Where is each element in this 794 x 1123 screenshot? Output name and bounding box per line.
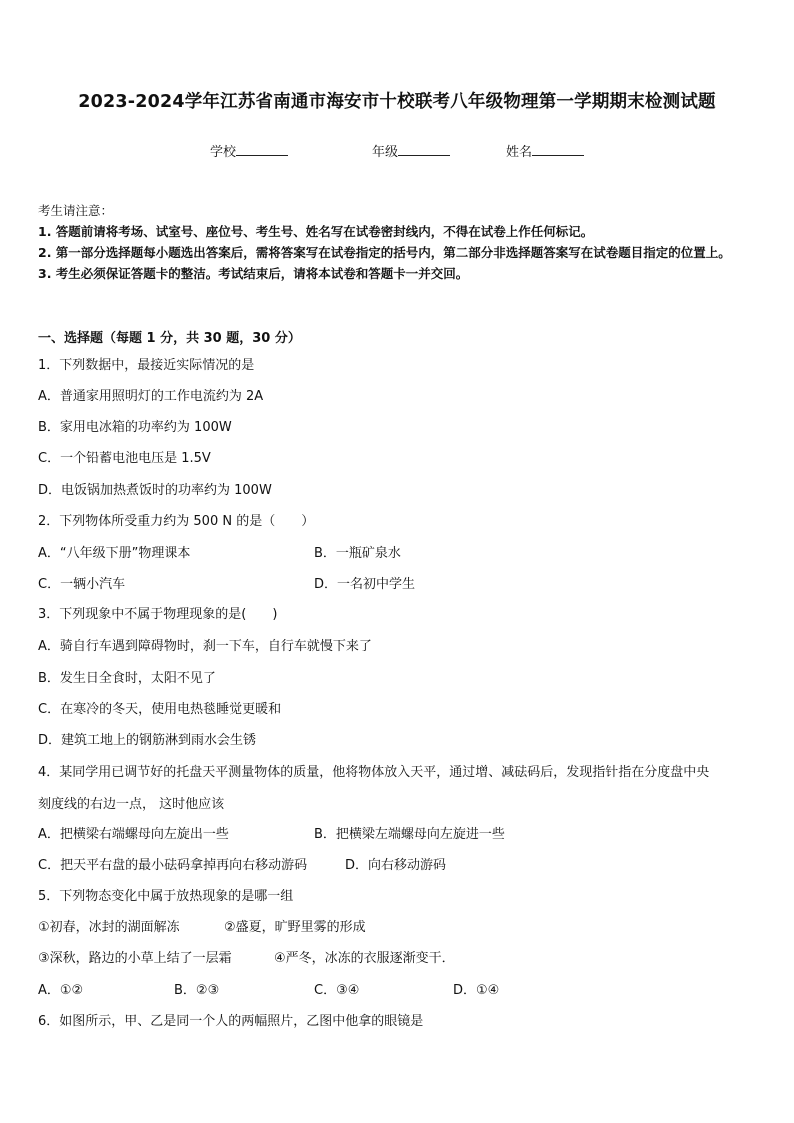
q5-option-c[interactable]: C．③④ bbox=[314, 983, 360, 998]
section-heading: 一、选择题（每题 1 分，共 30 题，30 分） bbox=[38, 331, 301, 346]
q3-stem: 3．下列现象中不属于物理现象的是( ) bbox=[38, 607, 278, 622]
q4-option-d[interactable]: D．向右移动游码 bbox=[345, 858, 447, 873]
q4-option-a[interactable]: A．把横梁右端螺母向左旋出一些 bbox=[38, 827, 229, 842]
q5-statement-1: ①初春，冰封的湖面解冻 bbox=[38, 920, 180, 935]
school-label: 学校 bbox=[210, 145, 237, 160]
q3-option-d[interactable]: D．建筑工地上的钢筋淋到雨水会生锈 bbox=[38, 733, 257, 748]
q2-stem: 2．下列物体所受重力约为 500 N 的是（ ） bbox=[38, 514, 315, 529]
q1-option-c[interactable]: C．一个铅蓄电池电压是 1.5V bbox=[38, 451, 211, 466]
q2-option-b[interactable]: B．一瓶矿泉水 bbox=[314, 546, 401, 561]
exam-title: 2023-2024学年江苏省南通市海安市十校联考八年级物理第一学期期末检测试题 bbox=[78, 92, 716, 112]
exam-notes bbox=[38, 200, 760, 284]
school-field[interactable] bbox=[210, 141, 288, 160]
q5-stem: 5．下列物态变化中属于放热现象的是哪一组 bbox=[38, 889, 294, 904]
q2-option-d[interactable]: D．一名初中学生 bbox=[314, 577, 416, 592]
q3-option-a[interactable]: A．骑自行车遇到障碍物时，刹一下车，自行车就慢下来了 bbox=[38, 639, 372, 654]
q1-option-d[interactable]: D．电饭锅加热煮饭时的功率约为 100W bbox=[38, 483, 272, 498]
q4-stem-line2: 刻度线的右边一点， 这时他应该 bbox=[38, 797, 225, 812]
q1-stem: 1．下列数据中，最接近实际情况的是 bbox=[38, 358, 255, 373]
name-blank[interactable] bbox=[532, 143, 584, 156]
name-label: 姓名 bbox=[506, 145, 533, 160]
q2-option-c[interactable]: C．一辆小汽车 bbox=[38, 577, 126, 592]
q5-option-a[interactable]: A．①② bbox=[38, 983, 84, 998]
school-blank[interactable] bbox=[236, 143, 288, 156]
q5-statement-4: ④严冬，冰冻的衣服逐渐变干． bbox=[274, 951, 455, 966]
q4-stem-line1: 4．某同学用已调节好的托盘天平测量物体的质量，他将物体放入天平，通过增、减砝码后，发现指针指在分度盘中央 bbox=[38, 765, 710, 780]
q1-option-a[interactable]: A．普通家用照明灯的工作电流约为 2A bbox=[38, 389, 264, 404]
notes-item-2: 2. 第一部分选择题每小题选出答案后，需将答案写在试卷指定的括号内，第二部分非选择题答案写在试卷题目指定的位置上。 bbox=[38, 245, 731, 260]
q1-option-b[interactable]: B．家用电冰箱的功率约为 100W bbox=[38, 420, 232, 435]
grade-blank[interactable] bbox=[398, 143, 450, 156]
q2-option-a[interactable]: A．“八年级下册”物理课本 bbox=[38, 546, 191, 561]
q4-option-b[interactable]: B．把横梁左端螺母向左旋进一些 bbox=[314, 827, 505, 842]
q3-option-b[interactable]: B．发生日全食时，太阳不见了 bbox=[38, 671, 216, 686]
q4-option-c[interactable]: C．把天平右盘的最小砝码拿掉再向右移动游码 bbox=[38, 858, 308, 873]
q5-option-b[interactable]: B．②③ bbox=[174, 983, 220, 998]
notes-heading: 考生请注意： bbox=[38, 203, 114, 218]
grade-label: 年级 bbox=[372, 145, 399, 160]
grade-field[interactable] bbox=[372, 141, 450, 160]
q5-option-d[interactable]: D．①④ bbox=[453, 983, 500, 998]
q6-stem: 6．如图所示，甲、乙是同一个人的两幅照片，乙图中他拿的眼镜是 bbox=[38, 1014, 424, 1029]
q3-option-c[interactable]: C．在寒冷的冬天，使用电热毯睡觉更暖和 bbox=[38, 702, 282, 717]
notes-item-3: 3. 考生必须保证答题卡的整洁。考试结束后，请将本试卷和答题卡一并交回。 bbox=[38, 266, 469, 281]
name-field[interactable] bbox=[506, 141, 584, 160]
notes-item-1: 1. 答题前请将考场、试室号、座位号、考生号、姓名写在试卷密封线内，不得在试卷上作任何标记。 bbox=[38, 224, 594, 239]
q5-statement-2: ②盛夏，旷野里雾的形成 bbox=[224, 920, 366, 935]
q5-statement-3: ③深秋，路边的小草上结了一层霜 bbox=[38, 951, 232, 966]
